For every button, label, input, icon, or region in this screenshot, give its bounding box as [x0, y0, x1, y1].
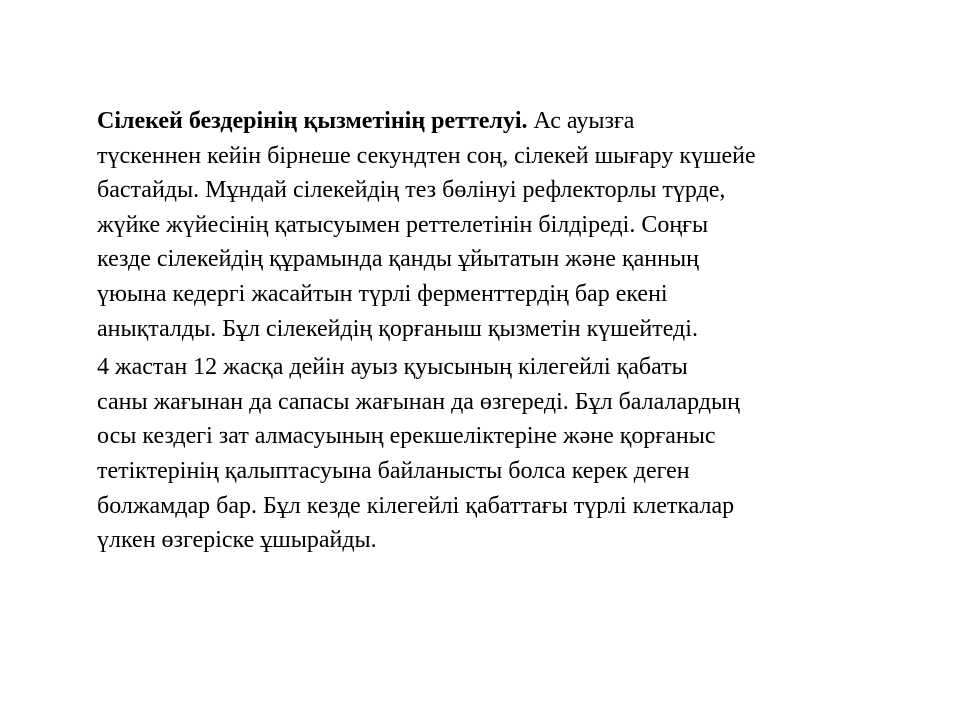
text-line: кезде сілекейдің құрамында қанды ұйытатын және қанның [97, 246, 699, 273]
text-line: жүйке жүйесінің қатысуымен реттелетінін білдіреді. Соңғы [97, 211, 709, 238]
text-line: болжамдар бар. Бұл кезде кілегейлі қабаттағы түрлі клеткалар [97, 492, 735, 519]
text-line: түскеннен кейін бірнеше секундтен соң, сілекей шығару күшейе [97, 142, 756, 169]
text-line: бастайды. Мұндай сілекейдің тез бөлінуі рефлекторлы түрде, [97, 177, 726, 204]
paragraph-salivary-regulation [64, 104, 904, 346]
text-line: тетіктерінің қалыптасуына байланысты болса керек деген [97, 457, 690, 484]
paragraph-heading: Сілекей бездерінің қызметінің реттелуі. [97, 108, 528, 134]
text-line: үлкен өзгеріске ұшырайды. [97, 527, 377, 554]
text-line: анықталды. Бұл сілекейдің қорғаныш қызметін күшейтеді. [97, 315, 698, 342]
text-content [64, 104, 904, 558]
text-line: осы кездегі зат алмасуының ерекшеліктеріне және қорғаныс [97, 423, 716, 450]
text-line: Ас ауызға [527, 108, 635, 134]
text-line: 4 жастан 12 жасқа дейін ауыз қуысының кілегейлі қабаты [97, 354, 688, 381]
text-line: саны жағынан да сапасы жағынан да өзгереді. Бұл балалардың [97, 388, 740, 415]
paragraph-mucous-layer [64, 350, 904, 558]
text-line: үюына кедергі жасайтын түрлі ферменттердің бар екені [97, 280, 668, 307]
